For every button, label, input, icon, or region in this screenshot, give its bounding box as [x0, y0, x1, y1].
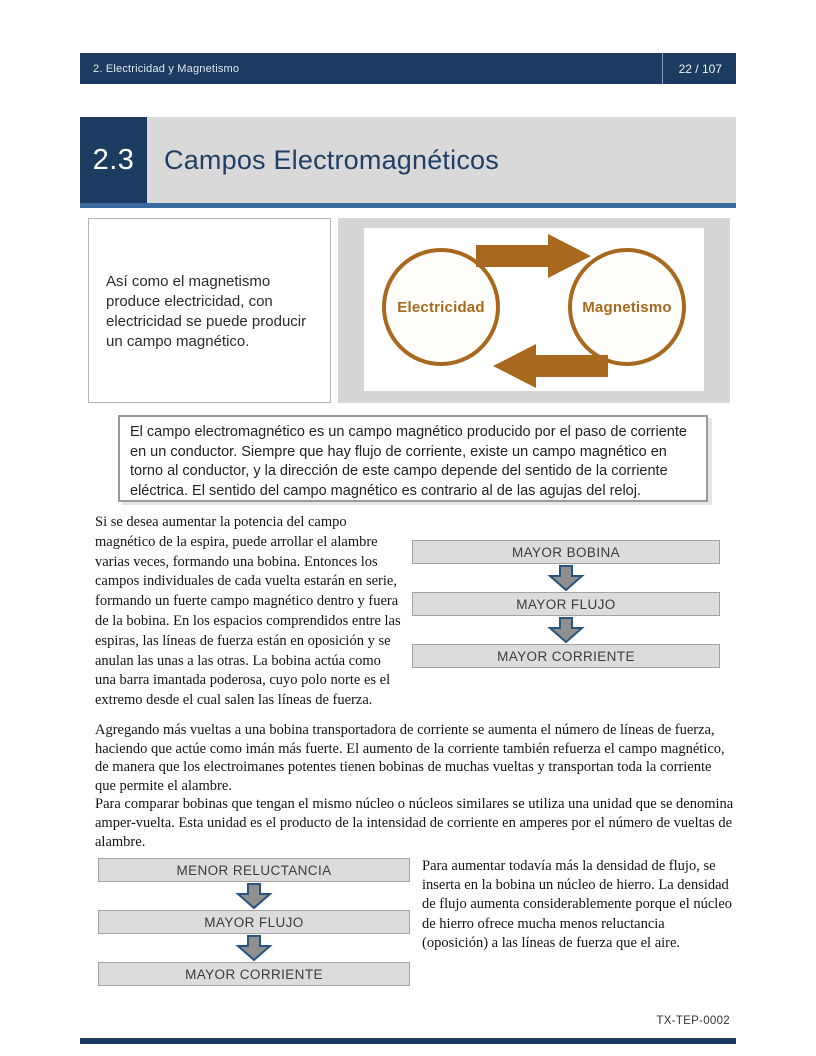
- chapter-label: 2. Electricidad y Magnetismo: [93, 62, 240, 75]
- flow-step: MAYOR CORRIENTE: [412, 644, 720, 668]
- section-titlebar: [147, 117, 736, 203]
- compare-paragraph: Para comparar bobinas que tengan el mismo núcleo o núcleos similares se utiliza una unidad que se denomina amper-vuelta. Esta unidad es el producto de la intensidad de corriente en amperes por el número de vueltas de alambre.: [95, 796, 734, 850]
- page-indicator: 22 / 107: [662, 53, 736, 84]
- flow-step: MENOR RELUCTANCIA: [98, 858, 410, 882]
- electricity-label: Electricidad: [397, 298, 485, 316]
- flow-diagram-core: [98, 858, 410, 986]
- magnetism-label: Magnetismo: [582, 298, 672, 316]
- arrow-down-icon: [412, 616, 720, 644]
- document-code: TX-TEP-0002: [656, 1015, 730, 1027]
- section-number: 2.3: [80, 117, 147, 203]
- footer-rule: [80, 1038, 736, 1044]
- section-header: [80, 117, 736, 208]
- middle-paragraphs: [95, 721, 735, 851]
- definition-text: El campo electromagnético es un campo magnético producido por el paso de corriente en un conductor. Siempre que hay flujo de corriente, existe un campo magnético en torno al conductor, y la dirección de este campo depende del sentido de la corriente eléctrica. El sentido del campo magnético es contrario al de las agujas del reloj.: [130, 424, 687, 499]
- intro-text: Así como el magnetismo produce electricidad, con electricidad se puede producir un campo magnético.: [106, 273, 307, 350]
- arrow-right-icon: [476, 234, 592, 278]
- cycle-diagram-panel: [338, 218, 730, 403]
- arrow-left-icon: [492, 344, 608, 388]
- flow-step: MAYOR BOBINA: [412, 540, 720, 564]
- flow-diagram-coil: [412, 540, 720, 668]
- flow-step: MAYOR CORRIENTE: [98, 962, 410, 986]
- definition-box: [118, 415, 708, 502]
- coil-paragraph: Si se desea aumentar la potencia del campo magnético de la espira, puede arrollar el alambre varias veces, formando una bobina. Entonces los campos individuales de cada vuelta estarán en serie, formando un fuerte campo magnético dentro y fuera de la bobina. En los espacios comprendidos entre las espiras, las líneas de fuerza están en oposición y se anulan las unas a las otras. La bobina actúa como una barra imantada poderosa, cuyo polo norte es el extremo desde el cual salen las líneas de fuerza.: [95, 514, 401, 709]
- arrow-down-icon: [98, 934, 410, 962]
- page-title: Campos Electromagnéticos: [164, 144, 499, 175]
- top-header-bar: [80, 53, 736, 84]
- flow-step: MAYOR FLUJO: [412, 592, 720, 616]
- intro-box: [88, 218, 331, 403]
- arrow-down-icon: [98, 882, 410, 910]
- turns-paragraph: Agregando más vueltas a una bobina transportadora de corriente se aumenta el número de líneas de fuerza, haciendo que actúe como imán más fuerte. El aumento de la corriente también refuerza el campo magnético, de manera que los electroimanes potentes tienen bobinas de muchas vueltas y transportan toda la corriente que permite el alambre.: [95, 722, 725, 794]
- cycle-diagram: [364, 228, 704, 391]
- core-paragraph: Para aumentar todavía más la densidad de flujo, se inserta en la bobina un núcleo de hierro. La densidad de flujo aumenta considerablemente porque el núcleo de hierro ofrece mucha menos reluctancia (oposición) a las líneas de fuerza que el aire.: [422, 858, 733, 951]
- arrow-down-icon: [412, 564, 720, 592]
- flow-step: MAYOR FLUJO: [98, 910, 410, 934]
